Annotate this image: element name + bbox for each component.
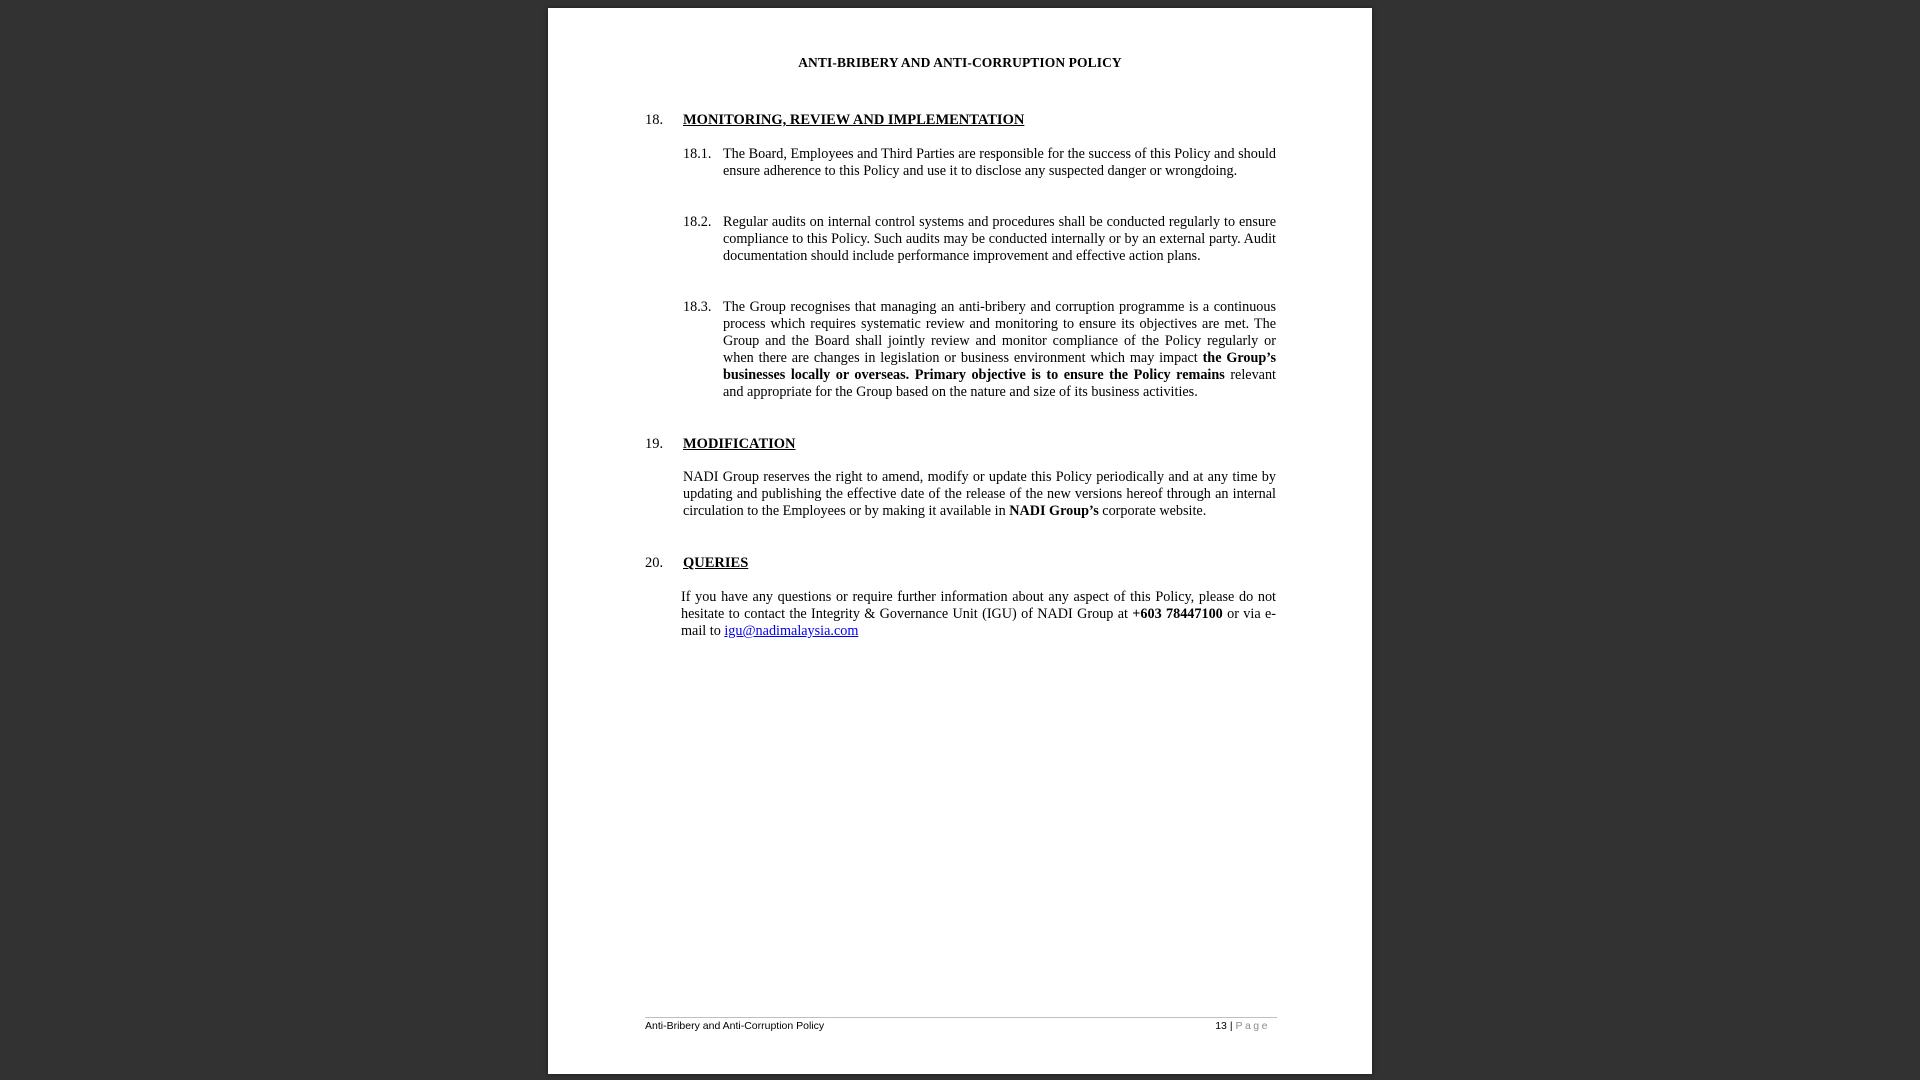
item-number: 18.1. [683, 146, 712, 162]
item-text-part: The Group recognises that managing an anti-bribery and corruption programme is a continuous process which requires systematic review and monitoring to ensure its objectives are met. The Group and the Board shall jointly review and monitor compliance of the Policy regularly or when there are changes in legislation or business environment which may impact [723, 299, 1276, 366]
item-number: 18.3. [683, 299, 712, 315]
section-title: MODIFICATION [683, 436, 796, 452]
paragraph-text: NADI Group reserves the right to amend, modify or update this Policy periodically and at any time by updating and publishing the effective date of the release of the new versions hereof through an internal circulation to the Employees or by making it available in [683, 469, 1276, 519]
section-title: MONITORING, REVIEW AND IMPLEMENTATION [683, 112, 1025, 128]
section-19-heading [645, 436, 796, 453]
item-18-2 [683, 214, 1276, 265]
document-page [548, 8, 1372, 1074]
section-18-heading [645, 112, 1024, 129]
phone-number: +603 78447100 [1132, 606, 1223, 622]
item-18-1 [683, 146, 1276, 180]
page-label: Page [1235, 1020, 1270, 1032]
section-number: 19. [645, 436, 664, 452]
paragraph-text: or via e-mail to [681, 606, 1276, 639]
section-20-heading [645, 555, 748, 572]
item-text-bold: the Group’s businesses locally or overseas. Primary objective is to ensure the Policy remains [723, 350, 1276, 383]
footer-page-indicator [1215, 1020, 1270, 1032]
section-title: QUERIES [683, 555, 749, 571]
item-text [723, 299, 1276, 401]
paragraph-text: corporate website. [1102, 503, 1207, 519]
item-18-3 [683, 299, 1276, 401]
item-text-part: relevant and appropriate for the Group based on the nature and size of its business activities. [723, 367, 1276, 400]
company-name: NADI Group’s [1009, 503, 1099, 519]
page-separator: | [1229, 1020, 1233, 1032]
queries-paragraph [681, 589, 1276, 640]
item-number: 18.2. [683, 214, 712, 230]
page-number: 13 [1215, 1020, 1227, 1032]
footer-divider [645, 1017, 1277, 1018]
modification-paragraph [683, 469, 1276, 520]
paragraph-text: If you have any questions or require further information about any aspect of this Policy, please do not hesitate to contact the Integrity & Governance Unit (IGU) of NADI Group at [681, 589, 1276, 622]
section-number: 18. [645, 112, 664, 128]
email-link[interactable]: igu@nadimalaysia.com [724, 623, 859, 639]
item-text: Regular audits on internal control systems and procedures shall be conducted regularly to ensure compliance to this Policy. Such audits may be conducted internally or by an external party. Audit documentation should include performance improvement and effective action plans. [723, 214, 1276, 264]
section-number: 20. [645, 555, 664, 571]
document-title: ANTI-BRIBERY AND ANTI-CORRUPTION POLICY [798, 55, 1122, 70]
item-text: The Board, Employees and Third Parties are responsible for the success of this Policy and should ensure adherence to this Policy and use it to disclose any suspected danger or wrongdoing. [723, 146, 1276, 179]
footer-document-name: Anti-Bribery and Anti-Corruption Policy [645, 1020, 825, 1032]
